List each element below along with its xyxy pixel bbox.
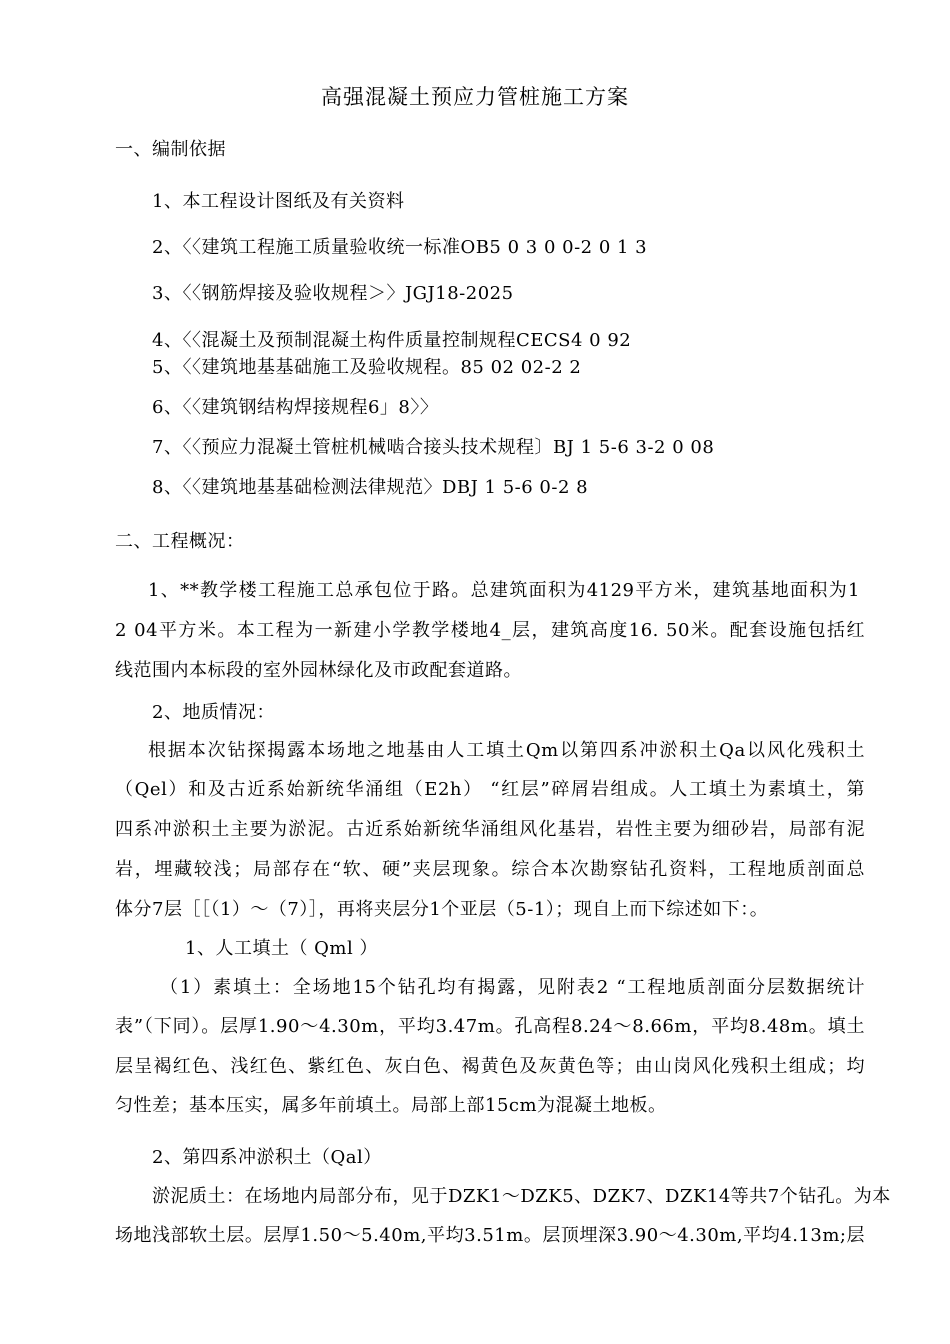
reference-item-8: 8、〈〈建筑地基基础检测法律规范〉DBJ 1 5-6 0-2 8: [152, 477, 589, 498]
geology-line-4: 岩，埋藏较浅；局部存在“软、硬”夹层现象。综合本次勘察钻孔资料，工程地质剖面总: [115, 859, 865, 880]
fill-soil-line-1: （1）素填土：全场地15个钻孔均有揭露，见附表2 “工程地质剖面分层数据统计: [160, 977, 865, 998]
geology-line-1: 根据本次钻探揭露本场地之地基由人工填土Qm以第四系冲淤积土Qa以风化残积土: [148, 740, 865, 761]
section2-heading: 二、工程概况：: [115, 531, 245, 552]
geology-line-2: （Qel）和及古近系始新统华涌组（E2h） “红层”碎屑岩组成。人工填土为素填土，第: [115, 779, 865, 800]
overview-line-3: 线范围内本标段的室外园林绿化及市政配套道路。: [115, 660, 522, 681]
reference-item-1: 1、本工程设计图纸及有关资料: [152, 191, 405, 212]
overview-line-2: 2 04平方米。本工程为一新建小学教学楼地4_层，建筑高度16. 50米。配套设施包括红: [115, 620, 865, 641]
geology-line-5: 体分7层［［（1）〜（7）］，再将夹层分1个亚层（5-1）；现自上而下综述如下：。: [115, 899, 769, 920]
fill-soil-line-3: 层呈褐红色、浅红色、紫红色、灰白色、褐黄色及灰黄色等；由山岗风化残积土组成；均: [115, 1056, 865, 1077]
alluvial-line-1: 淤泥质土：在场地内局部分布，见于DZK1〜DZK5、DZK7、DZK14等共7个钻孔。为本: [152, 1186, 891, 1207]
reference-item-4: 4、〈〈混凝土及预制混凝土构件质量控制规程CECS4 0 92: [152, 330, 632, 351]
alluvial-heading: 2、第四系冲淤积土（Qal）: [152, 1147, 382, 1168]
section1-heading: 一、编制依据: [115, 139, 226, 160]
overview-line-1: 1、**教学楼工程施工总承包位于路。总建筑面积为4129平方米，建筑基地面积为1: [148, 580, 860, 601]
reference-item-2: 2、〈〈建筑工程施工质量验收统一标准OB5 0 3 0 0-2 0 1 3: [152, 237, 648, 258]
fill-soil-heading: 1、人工填土（ Qml ）: [185, 938, 378, 959]
document-title: 高强混凝土预应力管桩施工方案: [321, 85, 629, 109]
reference-item-3: 3、〈〈钢筋焊接及验收规程＞〉JGJ18-2025: [152, 283, 514, 304]
geology-heading: 2、地质情况：: [152, 702, 275, 723]
reference-item-6: 6、〈〈建筑钢结构焊接规程6」8〉〉: [152, 397, 439, 418]
reference-item-7: 7、〈〈预应力混凝土管桩机械啮合接头技术规程〕BJ 1 5-6 3-2 0 08: [152, 437, 715, 458]
alluvial-line-2: 场地浅部软土层。层厚1.50〜5.40m,平均3.51m。层顶埋深3.90〜4.30m,平均4.13m;层: [115, 1225, 865, 1246]
geology-line-3: 四系冲淤积土主要为淤泥。古近系始新统华涌组风化基岩，岩性主要为细砂岩，局部有泥: [115, 819, 865, 840]
reference-item-5: 5、〈〈建筑地基基础施工及验收规程。85 02 02-2 2: [152, 357, 582, 378]
fill-soil-line-2: 表”（下同）。层厚1.90〜4.30m，平均3.47m。孔高程8.24〜8.66m，平均8.48m。填土: [115, 1016, 865, 1037]
fill-soil-line-4: 匀性差；基本压实，属多年前填土。局部上部15cm为混凝土地板。: [115, 1095, 667, 1116]
